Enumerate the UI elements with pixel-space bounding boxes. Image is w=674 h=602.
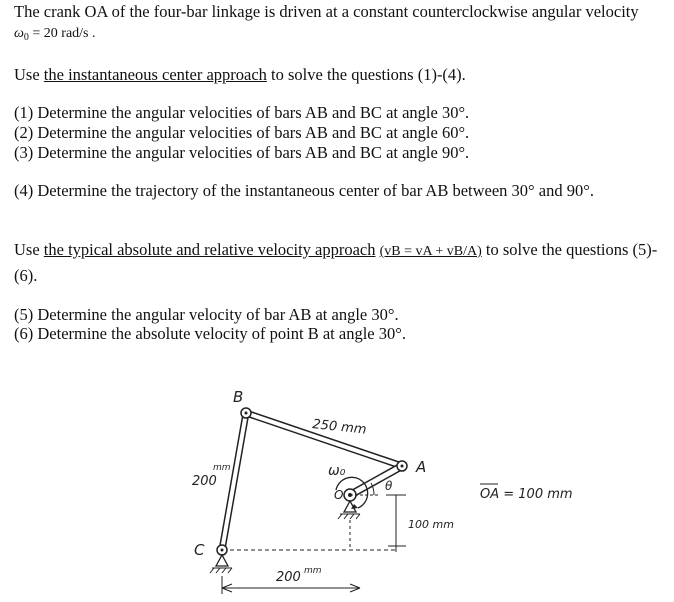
label-omega: ω₀ xyxy=(328,463,346,479)
method2-suffix: to solve the questions (5)- xyxy=(481,240,658,259)
label-dim-height: 100 mm xyxy=(408,518,454,531)
method2-formula: (vB = vA + vB/A) xyxy=(379,244,482,259)
label-c: C xyxy=(194,541,205,559)
label-theta: θ xyxy=(385,479,393,493)
intro-line-1 xyxy=(14,2,639,22)
pin-b-center xyxy=(245,412,248,415)
label-dim-ab: 250 mm xyxy=(311,417,368,438)
bar-bc-inner xyxy=(222,413,246,550)
method2-line xyxy=(14,240,657,262)
method2-continuation: (6). xyxy=(14,266,38,285)
label-o: O xyxy=(334,488,344,502)
label-dim-bc-unit: mm xyxy=(213,463,231,473)
pin-a-center xyxy=(401,465,404,468)
method1-suffix: to solve the questions (1)-(4). xyxy=(266,65,466,84)
question-1: (1) Determine the angular velocities of bars AB and BC at angle 30°. xyxy=(14,103,470,122)
label-a: A xyxy=(416,458,427,476)
method1-link: the instantaneous center approach xyxy=(43,65,267,84)
omega-symbol: ω xyxy=(14,26,24,41)
method1-prefix: Use xyxy=(14,65,44,84)
question-6: (6) Determine the absolute velocity of point B at angle 30°. xyxy=(14,324,406,343)
label-dim-oa: OA = 100 mm xyxy=(480,487,573,502)
method2-prefix: Use xyxy=(14,240,44,259)
ground-support-c xyxy=(216,555,228,566)
method2-link: the typical absolute and relative velocity approach xyxy=(43,240,376,259)
ground-hatch-o xyxy=(338,514,360,519)
omega-subscript: 0 xyxy=(23,32,29,43)
four-bar-linkage-figure xyxy=(180,380,610,600)
question-3: (3) Determine the angular velocities of bars AB and BC at angle 90°. xyxy=(14,143,470,162)
omega-value: = 20 rad/s . xyxy=(32,26,96,41)
question-4: (4) Determine the trajectory of the instantaneous center of bar AB between 30° and 90°. xyxy=(14,181,594,200)
question-5: (5) Determine the angular velocity of bar AB at angle 30°. xyxy=(14,305,399,324)
intro-line-2 xyxy=(14,24,96,44)
ground-hatch-c xyxy=(210,568,232,573)
method1-line xyxy=(14,65,466,85)
label-b: B xyxy=(233,388,244,406)
intro-text: The crank OA of the four-bar linkage is driven at a constant counterclockwise angular velocity xyxy=(14,2,639,21)
label-dim-base-unit: mm xyxy=(304,566,322,576)
crank-oa-inner xyxy=(350,466,402,495)
label-dim-base-value: 200 xyxy=(276,570,301,585)
question-2: (2) Determine the angular velocities of bars AB and BC at angle 60°. xyxy=(14,123,470,142)
label-dim-bc-value: 200 xyxy=(192,474,217,489)
pin-c-center xyxy=(221,549,224,552)
